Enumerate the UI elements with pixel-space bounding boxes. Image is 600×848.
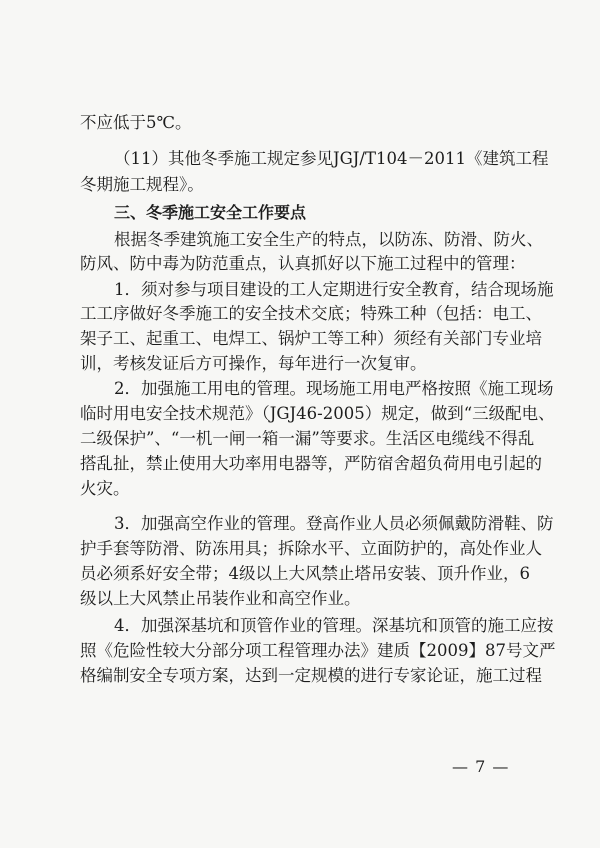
text-line-8: 工工序做好冬季施工的安全技术交底；特殊工种（包括：电工、 <box>80 304 542 323</box>
text-line-12: 临时用电安全技术规范》（JGJ46-2005）规定，做到“三级配电、 <box>80 404 555 423</box>
text-line-5: 根据冬季建筑施工安全生产的特点，以防冻、防滑、防火、 <box>114 230 543 249</box>
text-line-16: 3．加强高空作业的管理。登高作业人员必须佩戴防滑鞋、防 <box>114 514 554 533</box>
text-line-19: 级以上大风禁止吊装作业和高空作业。 <box>80 589 361 608</box>
text-line-3: 冬期施工规程》。 <box>80 175 204 194</box>
text-line-17: 护手套等防滑、防冻用具；拆除水平、立面防护的，高处作业人 <box>80 539 542 558</box>
section-heading: 三、冬季施工安全工作要点 <box>114 203 307 222</box>
page-number: — 7 — <box>452 757 510 776</box>
text-line-11: 2．加强施工用电的管理。现场施工用电严格按照《施工现场 <box>114 379 554 398</box>
text-line-7: 1．须对参与项目建设的工人定期进行安全教育，结合现场施 <box>114 280 554 299</box>
text-line-10: 训，考核发证后方可操作，每年进行一次复审。 <box>80 354 427 373</box>
text-line-21: 照《危险性较大分部分项工程管理办法》建质【2009】87号文严 <box>80 641 556 660</box>
text-line-13: 二级保护”、“一机一闸一箱一漏”等要求。生活区电缆线不得乱 <box>80 429 535 448</box>
text-line-14: 搭乱扯，禁止使用大功率用电器等，严防宿舍超负荷用电引起的 <box>80 454 542 473</box>
text-line-1: 不应低于5℃。 <box>80 113 192 132</box>
text-line-18: 员必须系好安全带；4级以上大风禁止塔吊安装、顶升作业，6 <box>80 564 530 583</box>
text-line-22: 格编制安全专项方案，达到一定规模的进行专家论证，施工过程 <box>80 666 542 685</box>
text-line-9: 架子工、起重工、电焊工、锅炉工等工种）须经有关部门专业培 <box>80 329 542 348</box>
text-line-20: 4．加强深基坑和顶管作业的管理。深基坑和顶管的施工应按 <box>114 616 554 635</box>
text-line-15: 火灾。 <box>80 479 130 498</box>
text-line-6: 防风、防中毒为防范重点，认真抓好以下施工过程中的管理： <box>80 254 526 273</box>
text-line-2: （11）其他冬季施工规定参见JGJ/T104－2011《建筑工程 <box>114 149 549 168</box>
